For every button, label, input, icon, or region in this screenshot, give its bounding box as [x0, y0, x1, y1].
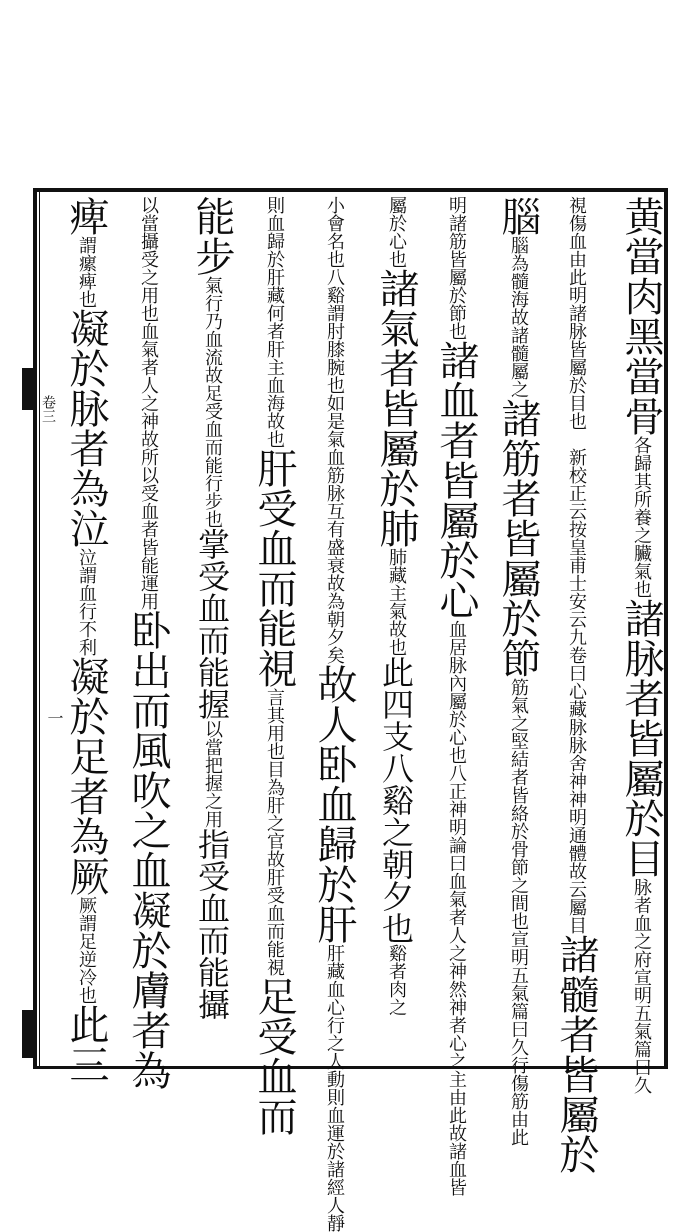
commentary-text: 則血歸於肝藏何者肝主血海故也 [264, 196, 285, 448]
commentary-text: 厥謂足逆冷也 [76, 896, 97, 1004]
main-text: 掌受血而能握 [193, 528, 231, 720]
main-text: 卧出而風吹之血凝於膚者為 [125, 610, 171, 1090]
main-text: 黄當肉黑當骨 [618, 196, 664, 436]
main-text: 腦 [495, 196, 541, 236]
commentary-text: 脉者血之府宣明五氣篇曰久 [631, 878, 652, 1094]
main-text: 諸髓者皆屬於 [553, 934, 599, 1174]
main-text: 此四支八谿之朝夕也 [377, 656, 415, 944]
text-column-9 [108, 196, 171, 1090]
text-column-4 [418, 196, 479, 1196]
main-text: 此三 [63, 1004, 109, 1084]
main-text: 能步 [189, 196, 235, 276]
commentary-text: 腦為髓海故諸髓屬之 [508, 236, 529, 398]
volume-label: 卷三 [40, 395, 56, 423]
text-column-5 [356, 196, 419, 1060]
frame-top-border [33, 188, 668, 192]
text-column-6 [296, 196, 357, 1232]
text-column-10 [46, 196, 109, 1084]
main-text: 諸脉者皆屬於目 [618, 598, 664, 878]
commentary-text: 以當把握之用 [202, 720, 223, 828]
main-text: 肝受血而能視 [251, 448, 297, 688]
commentary-text: 明諸筋皆屬於節也 [446, 196, 467, 340]
text-column-3 [478, 196, 541, 1146]
frame-right-border [664, 188, 668, 1069]
commentary-text: 言其用也目為肝之官故肝受血而能視 [264, 688, 285, 976]
commentary-text: 筋氣之堅結者皆絡於骨節之間也宣明五氣篇曰久行傷筋由此 [508, 678, 529, 1146]
commentary-text: 視傷血由此明諸脉皆屬於目也 新校正云按皇甫士安云九卷曰心藏脉脉舍神神明通體故云屬目 [566, 196, 587, 934]
frame-left-border [33, 190, 37, 1068]
text-column-8 [170, 196, 235, 1060]
commentary-text: 谿者肉之 [386, 944, 407, 1016]
commentary-text: 泣謂血行不利 [76, 548, 97, 656]
commentary-text: 小會名也八谿謂肘膝腕也如是氣血筋脉互有盛衰故為朝夕矣 [324, 196, 345, 664]
fold-mark-upper [22, 368, 36, 410]
commentary-text: 肝藏血心行之人動則血運於諸經人靜 [324, 944, 345, 1232]
commentary-text: 血居脉內屬於心也八正神明論曰血氣者人之神然神者心之主由此故諸血皆 [446, 620, 467, 1196]
text-column-7 [234, 196, 297, 1136]
text-column-2 [540, 196, 599, 1174]
main-text: 故人卧血歸於肝 [311, 664, 357, 944]
commentary-text: 氣行乃血流故足受血而能行步也 [202, 276, 223, 528]
main-text: 痺 [63, 196, 109, 236]
commentary-text: 謂瘰痺也 [76, 236, 97, 308]
main-text: 諸血者皆屬於心 [433, 340, 479, 620]
main-text: 諸氣者皆屬於肺 [373, 268, 419, 548]
main-text: 凝於足者為厥 [63, 656, 109, 896]
commentary-text: 各歸其所養之臟氣也 [631, 436, 652, 598]
page-number: 一 [45, 710, 64, 726]
main-text: 諸筋者皆屬於節 [495, 398, 541, 678]
main-text: 指受血而能攝 [193, 828, 231, 1020]
main-text: 足受血而 [251, 976, 297, 1136]
commentary-text: 肺藏主氣故也 [386, 548, 407, 656]
fold-mark-lower [22, 1010, 36, 1058]
commentary-text: 以當攝受之用也血氣者人之神故所以受血者皆能運用 [138, 196, 159, 610]
text-column-1 [597, 196, 664, 1094]
commentary-text: 屬於心也 [386, 196, 407, 268]
frame-left-inner-border [39, 190, 40, 1068]
main-text: 凝於脉者為泣 [63, 308, 109, 548]
